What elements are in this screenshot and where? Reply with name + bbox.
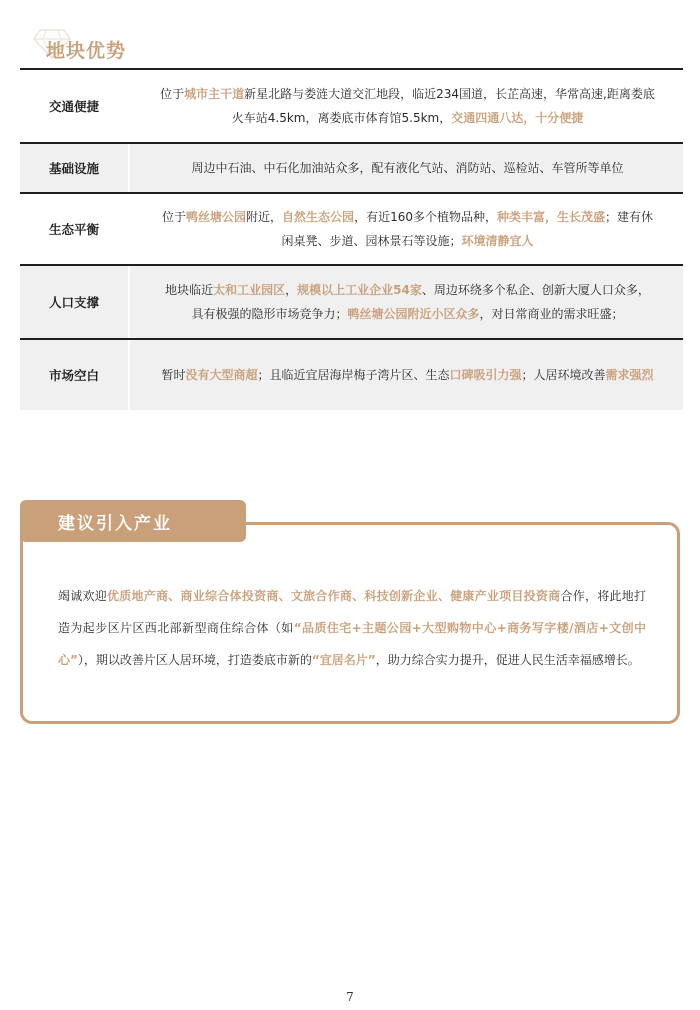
row-label: 交通便捷 [20,70,130,142]
text-content [161,363,653,387]
table-row [20,192,683,264]
body-text: 地块临近 [165,283,214,297]
row-description [130,266,683,338]
body-text: ；且临近宜居海岸梅子湾片区、生态 [257,368,450,382]
text-content [58,589,646,667]
row-description [130,70,683,142]
row-label: 生态平衡 [20,194,130,264]
body-text: 暂时 [161,368,186,382]
body-text: ；人居环境改善 [521,368,606,382]
recommendation-title: 建议引入产业 [20,500,246,542]
body-text: ），期以改善片区人居环境，打造娄底市新的 [77,653,312,667]
body-text: ， [285,283,298,297]
highlight-text: 口碑吸引力强 [449,368,522,382]
body-text: 位于 [162,210,187,224]
advantages-table [20,68,683,410]
text-content [160,205,655,253]
highlight-text: 规模以上工业企业54家 [297,283,422,297]
body-text: 周边中石油、中石化加油站众多，配有液化气站、消防站、巡检站、车管所等单位 [191,161,624,175]
section-header [28,24,148,70]
highlight-text: 交通四通八达，十分便捷 [451,111,584,125]
body-text: 新星北路与娄涟大道交汇地段，临近234国道，长芷高速，华常高速,距离娄底火车站4.5km，离娄底市体育馆5.5km， [231,87,655,125]
highlight-text: 自然生态公园 [282,210,355,224]
row-label: 市场空白 [20,340,130,410]
text-content [160,278,655,326]
highlight-text: 鸭丝塘公园 [186,210,247,224]
row-label: 人口支撑 [20,266,130,338]
body-text: ；建有休闲桌凳、步道、园林景石等设施； [281,210,653,248]
body-text: 位于 [160,87,185,101]
highlight-text: 环境清静宜人 [461,234,534,248]
table-row [20,338,683,410]
highlight-text: 需求强烈 [605,368,654,382]
row-description [130,144,683,192]
highlight-text: “宜居名片” [311,653,376,667]
highlight-text: “品质住宅+主题公园+大型购物中心+商务写字楼/酒店+文创中心” [58,621,646,667]
body-text: ，助力综合实力提升，促进人民生活幸福感增长。 [375,653,640,667]
page-number: 7 [346,990,354,1004]
body-text: 合作，将此地打造为起步区片区西北部新型商住综合体（如 [58,589,646,635]
section-title: 地块优势 [46,40,127,62]
text-content [191,156,623,180]
body-text: 附近， [246,210,283,224]
table-row [20,264,683,338]
row-label: 基础设施 [20,144,130,192]
body-text: 、周边环绕多个私企、创新大厦人口众多，具有极强的隐形市场竞争力； [191,283,650,321]
highlight-text: 鸭丝塘公园附近小区众多 [347,307,480,321]
body-text: ，有近160多个植物品种， [354,210,497,224]
body-text: 竭诚欢迎 [58,589,108,603]
highlight-text: 没有大型商超 [185,368,258,382]
row-description [130,194,683,264]
row-description [130,340,683,410]
highlight-text: 太和工业园区 [213,283,286,297]
table-row [20,68,683,142]
highlight-text: 种类丰富，生长茂盛 [496,210,605,224]
text-content [160,82,655,130]
highlight-text: 优质地产商、商业综合体投资商、文旅合作商、科技创新企业、健康产业项目投资商 [107,589,561,603]
table-row [20,142,683,192]
highlight-text: 城市主干道 [184,87,245,101]
body-text: ，对日常商业的需求旺盛； [479,307,624,321]
recommendation-paragraph [58,580,646,676]
